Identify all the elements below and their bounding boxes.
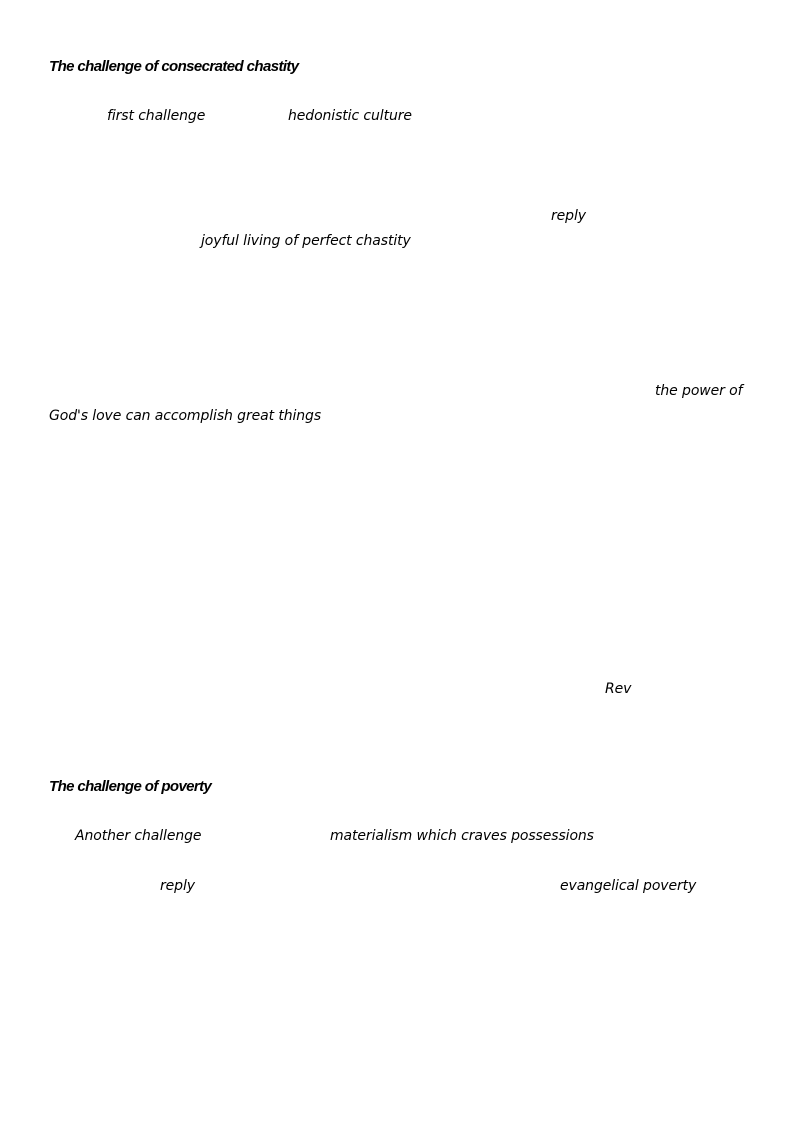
italic-phrase-rev: Rev xyxy=(605,681,632,697)
italic-phrase-reply: reply xyxy=(551,208,586,224)
italic-phrase-evangelical-poverty: evangelical poverty xyxy=(560,878,697,894)
section-heading-chastity: The challenge of consecrated chastity xyxy=(49,58,299,75)
section-heading-poverty: The challenge of poverty xyxy=(49,778,212,795)
italic-phrase-materialism: materialism which craves possessions xyxy=(330,828,594,844)
italic-phrase-gods-love: God's love can accomplish great things xyxy=(49,408,322,424)
italic-phrase-another-challenge: Another challenge xyxy=(75,828,202,844)
italic-phrase-first-challenge: first challenge xyxy=(107,108,206,124)
italic-phrase-hedonistic-culture: hedonistic culture xyxy=(288,108,412,124)
italic-phrase-joyful-living: joyful living of perfect chastity xyxy=(201,233,411,249)
italic-phrase-reply-poverty: reply xyxy=(160,878,195,894)
italic-phrase-the-power-of: the power of xyxy=(655,383,743,399)
